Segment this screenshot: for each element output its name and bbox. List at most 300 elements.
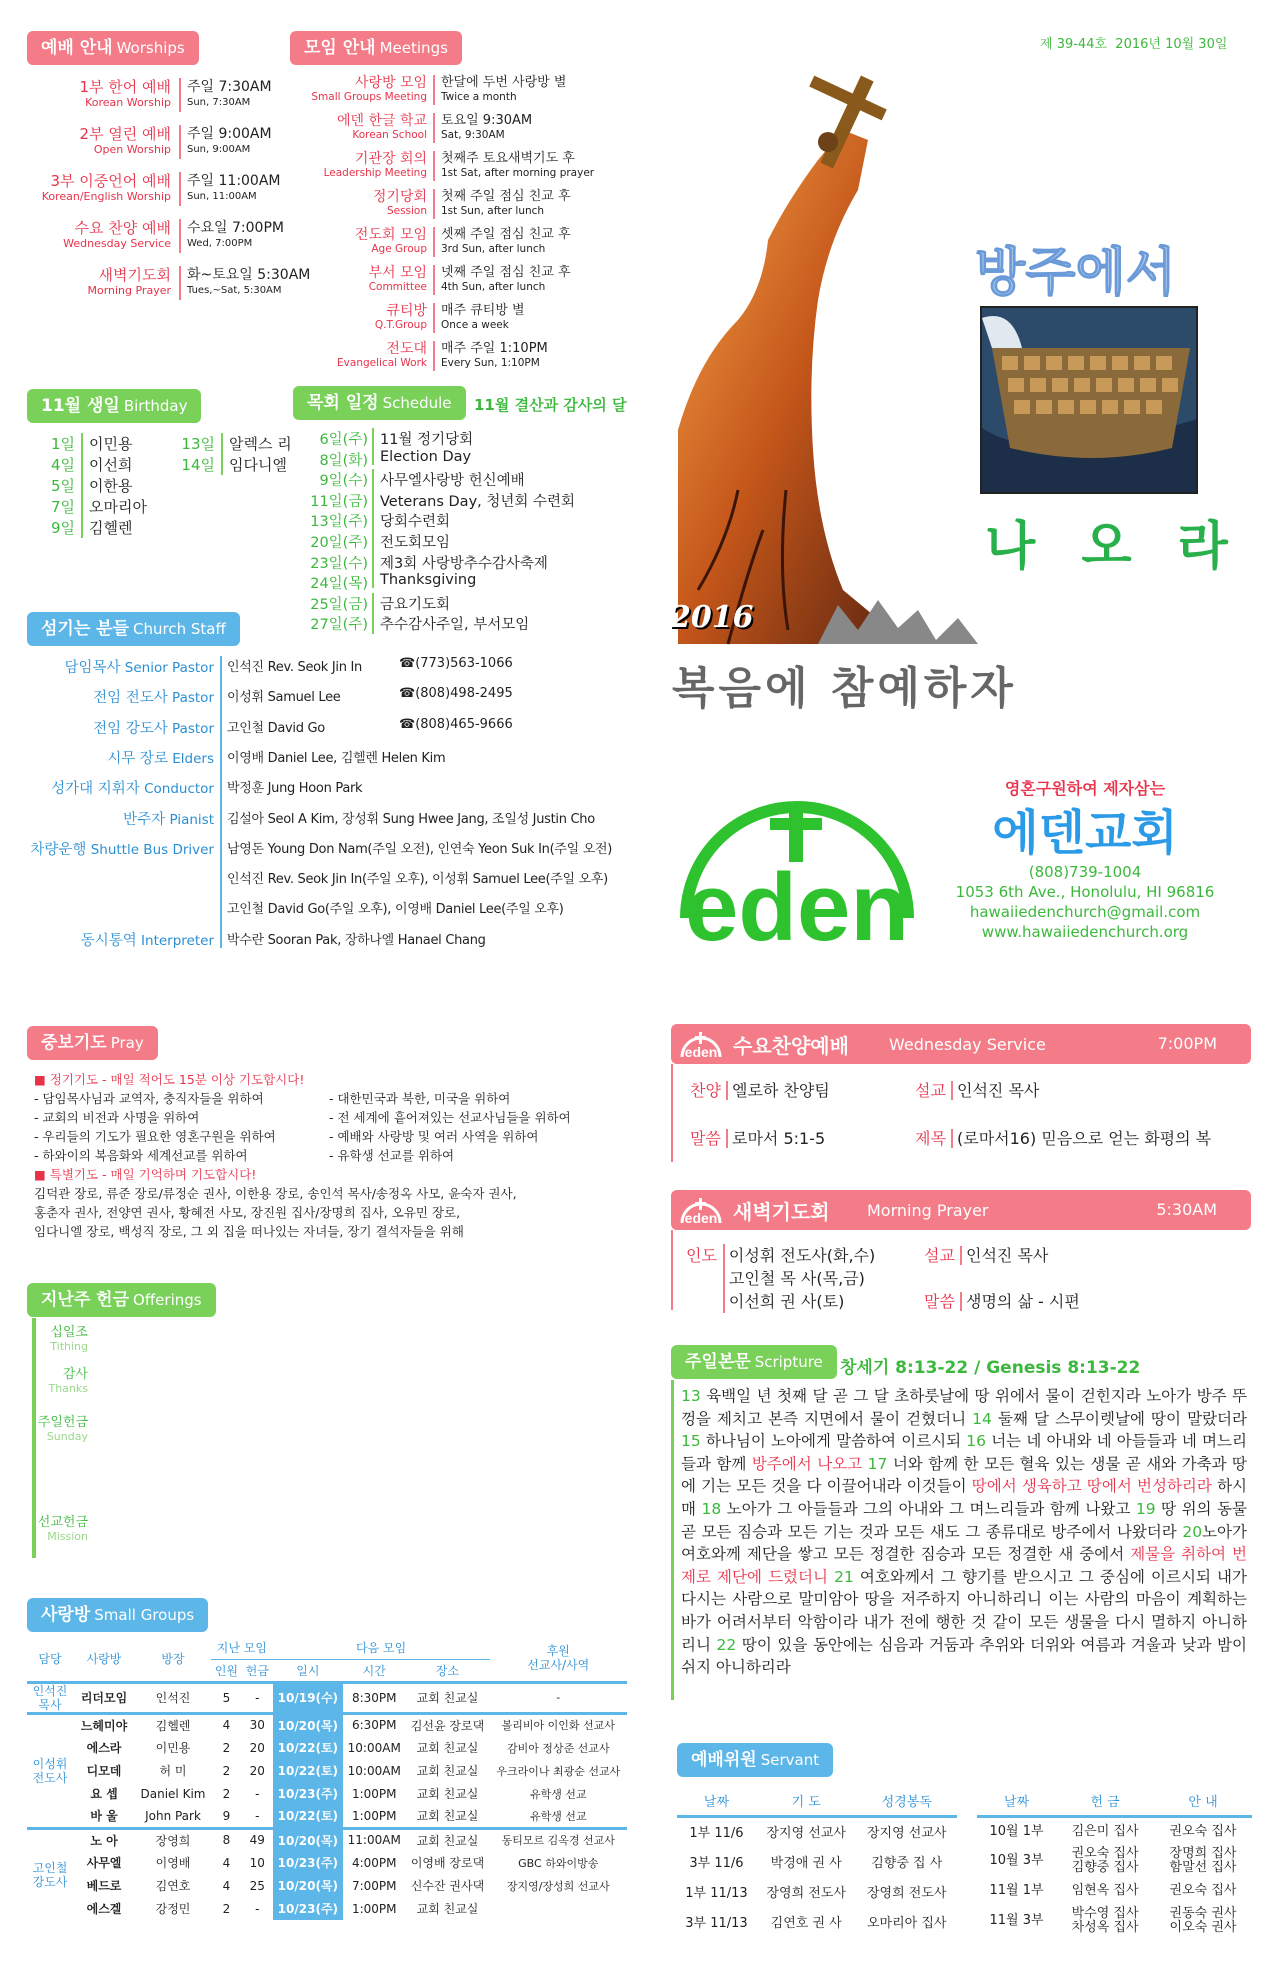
staff-role-en: Pastor (172, 720, 214, 737)
birthday-day: 14일 (181, 456, 215, 474)
sg-leader: 김연호 (155, 1879, 191, 1893)
sg-leader: John Park (145, 1808, 201, 1823)
pray-item: - 우리들의 기도가 필요한 영혼구원을 위하여 (34, 1129, 276, 1144)
eden-logo-text: eden (684, 854, 910, 950)
staff-name: 고인철 David Go (227, 720, 325, 736)
sg-mission: - (556, 1691, 561, 1704)
worship-name-en: Wednesday Service (63, 237, 171, 250)
verse-text: 너는 네 아내와 네 아들들과 네 며느리들과 함께 (681, 1432, 1247, 1473)
sg-time: 10:00AM (347, 1740, 401, 1755)
servant-left (677, 1786, 957, 1936)
sermon-label: 설교 (915, 1081, 946, 1100)
servant-cell: 장지영 선교사 (866, 1826, 947, 1842)
sg-mission: 감비아 정상준 선교사 (506, 1741, 610, 1755)
worship-name-ko: 새벽기도회 (98, 266, 171, 284)
staff-role-en: Pianist (169, 811, 214, 828)
small-groups-title-en: Small Groups (94, 1606, 195, 1624)
staff-list (27, 656, 667, 956)
table-row (677, 1846, 957, 1876)
offerings-title-en: Offerings (133, 1291, 202, 1309)
sg-date: 10/23(주) (273, 1851, 343, 1874)
m-word-label: 말씀 (924, 1292, 955, 1311)
staff-role-en: Interpreter (141, 932, 214, 949)
worship-name-en: Korean/English Worship (41, 190, 171, 203)
meeting-time-ko: 셋째 주일 점심 친교 후 (441, 227, 571, 242)
sg-dam: 인석진 목사 (32, 1683, 68, 1712)
worship-time-ko: 화~토요일 5:30AM (187, 267, 311, 283)
worship-name-ko: 2부 열린 예배 (79, 125, 171, 143)
servant-header-cell: 기 도 (756, 1786, 857, 1816)
eden-small-icon (679, 1195, 723, 1225)
servant-cell: 장영희 전도사 (766, 1885, 846, 1901)
staff-role (27, 777, 214, 798)
servant-cell: 김향중 집 사 (871, 1855, 943, 1871)
verse-highlight: 제물을 취하여 번제로 제단에 드렸더니 (681, 1545, 1247, 1586)
staff-role-ko: 시무 장로 (107, 750, 168, 767)
schedule-list (300, 428, 630, 638)
scripture-text (681, 1385, 1247, 1679)
staff-role (27, 808, 214, 829)
meetings-list (290, 75, 650, 375)
sg-time: 8:30PM (351, 1690, 397, 1705)
pray-special-line: 임다니엘 장로, 백성직 장로, 그 외 집을 떠나있는 자녀들, 장기 결석자들을 위해 (34, 1224, 464, 1239)
table-row (27, 1828, 627, 1851)
sg-place: 교회 친교실 (416, 1787, 479, 1801)
sg-header-cell: 인원 (211, 1659, 242, 1682)
sg-time: 1:00PM (351, 1808, 397, 1823)
servant-cell: 장영희 전도사 (866, 1885, 947, 1901)
servant-cell: 10월 1부 (989, 1823, 1044, 1839)
servant-header-cell: 안 내 (1154, 1786, 1252, 1816)
lead-item: 이선희 권 사(토) (728, 1292, 845, 1311)
sg-offer: 20 (249, 1740, 265, 1755)
worship-item-name (27, 219, 171, 250)
offering-ko: 주일헌금 (37, 1415, 88, 1430)
sg-leader: 김헬렌 (155, 1718, 191, 1733)
sg-offer: - (255, 1808, 260, 1823)
verse-text: 노아가 그 아들들과 그의 아내와 그 며느리들과 함께 나왔고 (721, 1499, 1136, 1518)
verse-text: 둘째 달 스무이렛날에 땅이 말랐더라 (991, 1409, 1247, 1428)
worship-item-name (27, 125, 171, 156)
sg-mission: 장지영/장성희 선교사 (506, 1879, 610, 1893)
meeting-name-ko: 정기당회 (372, 189, 427, 205)
worships-list (27, 78, 311, 308)
sg-header-cell: 다음 모임 (273, 1636, 490, 1659)
scripture-header (671, 1345, 837, 1379)
sg-mission: 볼리비아 이인화 선교사 (501, 1719, 615, 1733)
verse-number: 22 (716, 1635, 737, 1654)
cover-title-bottom: 나 오 라 (985, 517, 1242, 577)
staff-role-ko: 전임 강도사 (93, 720, 168, 737)
verse-number: 20 (1182, 1522, 1203, 1541)
staff-name: 인석진 Rev. Seok Jin In(주일 오후), 이성휘 Samuel Lee(주일 오후) (227, 872, 608, 888)
staff-rule (220, 656, 222, 948)
birthday-day: 1일 (50, 435, 75, 453)
servant-cell: 11월 1부 (989, 1883, 1044, 1898)
meeting-time-ko: 매주 주일 1:10PM (441, 341, 548, 356)
sg-attend: 5 (222, 1690, 231, 1705)
worship-time-en: Sun, 7:30AM (187, 97, 251, 108)
meeting-name-ko: 에덴 한글 학교 (336, 113, 427, 129)
meeting-name-en: Session (386, 205, 427, 217)
meetings-header (290, 31, 462, 65)
staff-role-en: Shuttle Bus Driver (90, 841, 214, 858)
sg-mission: 동티모르 김옥경 선교사 (501, 1834, 615, 1848)
birthday-name: 이선희 (81, 454, 132, 475)
verse-text: 노아가 여호와께 제단을 쌓고 모든 정결한 짐승과 모든 정결한 새 중에서 (681, 1522, 1247, 1564)
staff-name: 고인철 David Go(주일 오후), 이영배 Daniel Lee(주일 오후) (227, 902, 564, 918)
sg-header-cell: 담당 (27, 1636, 73, 1682)
meeting-name-ko: 부서 모임 (368, 265, 427, 281)
table-row (977, 1816, 1252, 1846)
table-row (677, 1816, 957, 1846)
offering-en: Mission (47, 1530, 88, 1543)
verse-number: 17 (867, 1454, 888, 1473)
verse-number: 15 (681, 1432, 701, 1451)
sg-time: 11:00AM (347, 1833, 401, 1848)
meeting-time-ko: 매주 큐티방 별 (441, 303, 525, 318)
meeting-name-ko: 기관장 회의 (354, 151, 427, 167)
meeting-item-time (433, 151, 594, 181)
morning-header (671, 1190, 1251, 1230)
morning-title-en: Morning Prayer (867, 1201, 989, 1220)
church-name: 에덴교회 (992, 805, 1178, 861)
birthday-day: 13일 (181, 435, 215, 453)
lead-item: 고인철 목 사(목,금) (728, 1269, 865, 1288)
sg-mission: 유학생 선교 (529, 1809, 587, 1823)
schedule-title: 목회 일정 (307, 393, 379, 413)
staff-phone: ☎(808)498-2495 (399, 686, 513, 702)
small-groups-title: 사랑방 (41, 1605, 91, 1625)
church-website[interactable]: www.hawaiiedenchurch.org (981, 923, 1189, 941)
small-groups-table-wrap (27, 1636, 627, 1920)
topic-label: 제목 (915, 1129, 946, 1148)
servant-header-cell: 헌 금 (1056, 1786, 1154, 1816)
verse-text: 하나님이 노아에게 말씀하여 이르시되 (700, 1432, 967, 1451)
offerings-list (20, 1325, 90, 1565)
staff-role-ko: 동시통역 (80, 932, 137, 949)
meeting-time-en: 1st Sun, after lunch (441, 205, 545, 217)
meeting-item-time (433, 265, 571, 295)
staff-role (27, 656, 214, 677)
meeting-time-en: Once a week (441, 319, 509, 331)
sg-attend: 2 (222, 1763, 231, 1778)
staff-name: 김설아 Seol A Kim, 장성휘 Sung Hwee Jang, 조일성 Justin Cho (227, 811, 595, 827)
pray-item: - 담임목사님과 교역자, 충직자들을 위하여 (34, 1091, 264, 1106)
birthday-day: 9일 (50, 519, 75, 537)
servant-right (977, 1786, 1252, 1936)
worship-time-ko: 주일 9:00AM (187, 126, 272, 142)
meeting-item-name (290, 227, 427, 255)
pray-title: 중보기도 (41, 1033, 107, 1053)
ark-painting (980, 306, 1198, 494)
sg-offer: 20 (249, 1763, 265, 1778)
staff-role-ko: 반주자 (123, 811, 166, 828)
table-row (27, 1713, 627, 1736)
birthday-name: 이민용 (81, 433, 132, 454)
worship-item-name (27, 266, 171, 297)
staff-header (27, 612, 240, 646)
worship-item-time (179, 219, 284, 253)
sg-offer: 25 (249, 1878, 265, 1893)
verse-number: 16 (966, 1432, 987, 1451)
pray-content (34, 1070, 654, 1241)
sg-date: 10/23(주) (273, 1782, 343, 1805)
sg-leader: 인석진 (155, 1691, 191, 1705)
meeting-item-name (290, 75, 427, 103)
sg-attend: 2 (222, 1901, 231, 1916)
morning-time: 5:30AM (1156, 1200, 1217, 1219)
schedule-event: Election Day (372, 449, 471, 465)
issue-date: 2016년 10월 30일 (1115, 37, 1228, 52)
schedule-event: 당회수련회 (372, 510, 450, 531)
sg-header-cell: 사랑방 (73, 1636, 135, 1682)
staff-title-en: Church Staff (133, 620, 226, 638)
sg-place: 교회 친교실 (416, 1764, 479, 1778)
worships-title: 예배 안내 (41, 38, 113, 58)
sg-header-cell: 방장 (135, 1636, 211, 1682)
sg-header-cell: 일시 (273, 1659, 343, 1682)
offerings-title: 지난주 헌금 (41, 1290, 130, 1310)
scripture-title-en: Scripture (754, 1353, 823, 1371)
servant-cell: 권동숙 권사 이오숙 권사 (1169, 1906, 1237, 1935)
scripture-rule (671, 1380, 674, 1700)
schedule-date: 27일(주) (310, 617, 368, 634)
eden-logo-icon (672, 790, 922, 950)
schedule-date: 25일(금) (310, 596, 368, 613)
meeting-name-en: Evangelical Work (337, 357, 427, 369)
sg-group: 에스라 (86, 1741, 122, 1755)
sg-attend: 9 (222, 1808, 231, 1823)
worship-time-ko: 주일 7:30AM (187, 79, 272, 95)
verse-text: 하시매 (681, 1477, 1248, 1518)
staff-role-en: Conductor (144, 781, 214, 798)
servant-cell: 권오숙 집사 김향중 집사 (1071, 1846, 1139, 1875)
sg-attend: 8 (222, 1833, 231, 1848)
staff-role (27, 929, 214, 950)
servant-header-cell: 날짜 (977, 1786, 1056, 1816)
sg-group: 에스겔 (86, 1902, 122, 1916)
meeting-item-time (433, 227, 571, 257)
sg-header-cell: 헌금 (242, 1659, 273, 1682)
table-row (27, 1851, 627, 1874)
sg-offer: 49 (249, 1833, 265, 1848)
meeting-time-en: Every Sun, 1:10PM (441, 357, 540, 369)
verse-number: 13 (681, 1387, 701, 1405)
meeting-item-time (433, 113, 532, 143)
birthday-name: 임다니엘 (221, 454, 287, 475)
birthday-name: 알렉스 리 (221, 433, 292, 454)
lead-list (723, 1244, 875, 1313)
offering-ko: 감사 (62, 1367, 88, 1382)
offering-en: Tithing (50, 1340, 88, 1353)
staff-role (27, 747, 214, 768)
offering-ko: 선교헌금 (37, 1515, 88, 1530)
sg-group: 노 아 (90, 1833, 118, 1848)
sg-time: 6:30PM (351, 1718, 397, 1733)
worship-item-time (179, 172, 281, 206)
sg-place: 김선윤 장로댁 (410, 1718, 485, 1733)
staff-role-en: Elders (172, 750, 214, 767)
staff-phone: ☎(773)563-1066 (399, 656, 513, 671)
schedule-event: Veterans Day, 청년회 수련회 (372, 490, 575, 511)
verse-highlight: 방주에서 나오고 (751, 1454, 863, 1473)
servant-header-cell: 날짜 (677, 1786, 756, 1816)
meeting-name-en: Leadership Meeting (323, 167, 427, 179)
worship-item-time (179, 78, 272, 112)
servant-title: 예배위원 (691, 1750, 757, 1770)
sg-time: 1:00PM (351, 1786, 397, 1801)
schedule-date: 23일(수) (310, 555, 368, 572)
pray-item: - 예배와 사랑방 및 여러 사역을 위하여 (329, 1129, 539, 1144)
table-row (977, 1906, 1252, 1936)
pray-special-heading: ■ 특별기도 - 매일 기억하며 기도합시다! (34, 1167, 257, 1182)
scripture-title: 주일본문 (685, 1352, 751, 1372)
verse-text: 땅 위의 동물 곧 모든 짐승과 모든 기는 것과 모든 새도 그 종류대로 방주에서 나왔더라 (681, 1499, 1247, 1541)
sg-attend: 2 (222, 1740, 231, 1755)
schedule-event: 금요기도회 (372, 593, 450, 614)
church-address: 1053 6th Ave., Honolulu, HI 96816 (955, 883, 1215, 901)
schedule-event: 제3회 사랑방추수감사축제 (372, 552, 548, 573)
church-contact (945, 862, 1225, 942)
word-label: 말씀 (690, 1129, 721, 1148)
small-groups-header (27, 1598, 208, 1632)
staff-role-en: Senior Pastor (124, 660, 214, 676)
servant-cell: 11월 3부 (989, 1913, 1044, 1928)
birthday-list (27, 433, 292, 543)
servant-cell: 1부 11/6 (689, 1826, 744, 1842)
sg-group: 느헤미야 (80, 1718, 128, 1733)
meeting-item-name (290, 113, 427, 141)
meetings-title-en: Meetings (379, 39, 448, 57)
offering-en: Thanks (48, 1382, 88, 1395)
meeting-time-ko: 토요일 9:30AM (441, 113, 533, 128)
meeting-time-ko: 첫째 주일 점심 친교 후 (441, 189, 571, 204)
staff-role-ko: 차량운행 (30, 841, 87, 858)
pray-item: - 대한민국과 북한, 미국을 위하여 (329, 1091, 511, 1106)
table-row (27, 1782, 627, 1805)
staff-name: 박정훈 Jung Hoon Park (227, 781, 363, 797)
meeting-name-ko: 전도회 모임 (354, 227, 427, 243)
servant-header (677, 1743, 833, 1777)
praise-value: 엘로하 찬양팀 (726, 1081, 830, 1100)
schedule-date: 20일(주) (310, 535, 368, 551)
offering-item (20, 1325, 88, 1353)
table-row (977, 1846, 1252, 1876)
sg-mission (490, 1897, 627, 1920)
meeting-item-time (433, 189, 571, 219)
meeting-time-en: Sat, 9:30AM (441, 129, 505, 141)
sg-mission: GBC 하와이방송 (518, 1856, 599, 1870)
lead-item: 이성휘 전도사(화,수) (728, 1246, 876, 1265)
meeting-item-name (290, 341, 427, 369)
schedule-subtitle: 11월 결산과 감사의 달 (474, 396, 627, 414)
sg-place: 교회 친교실 (416, 1833, 479, 1848)
meeting-name-en: Korean School (352, 129, 427, 141)
meeting-time-en: 4th Sun, after lunch (441, 281, 546, 293)
birthday-day: 7일 (50, 498, 75, 516)
worship-name-en: Korean Worship (85, 96, 171, 109)
pray-special-line: 홍춘자 권사, 전양연 권사, 황혜전 사모, 장진원 집사/장명희 집사, 오유민 장로, (34, 1205, 461, 1220)
m-sermon-label: 설교 (924, 1246, 955, 1265)
meeting-name-en: Q.T.Group (374, 319, 427, 331)
pray-item: - 유학생 선교를 위하여 (329, 1148, 455, 1163)
sg-header-row (27, 1636, 627, 1659)
schedule-event: 11월 정기당회 (372, 428, 473, 449)
verse-number: 19 (1135, 1499, 1156, 1518)
sg-header-cell: 지난 모임 (211, 1636, 273, 1659)
sg-date: 10/22(토) (273, 1759, 343, 1782)
servant-cell: 박수영 집사 차성옥 집사 (1071, 1906, 1139, 1935)
table-row (977, 1876, 1252, 1906)
church-email[interactable]: hawaiiedenchurch@gmail.com (969, 903, 1201, 921)
sg-group: 요 셉 (90, 1787, 118, 1801)
pray-item: - 하와이의 복음화와 세계선교를 위하여 (34, 1148, 248, 1163)
sg-group: 리더모임 (80, 1691, 128, 1705)
verse-text: 땅이 있을 동안에는 심음과 거둠과 추위와 더위와 여름과 겨울과 낮과 밤이 쉬지 아니하리라 (681, 1635, 1248, 1677)
sg-group: 베드로 (86, 1879, 122, 1893)
meeting-time-ko: 한달에 두번 사랑방 별 (441, 75, 567, 90)
sg-dam: 이성휘 전도사 (32, 1756, 68, 1785)
servant-title-en: Servant (760, 1751, 820, 1769)
servant-right-table (977, 1786, 1252, 1936)
birthday-day: 4일 (50, 456, 75, 474)
pray-regular-heading: ■ 정기기도 - 매일 적어도 15분 이상 기도합시다! (34, 1072, 305, 1087)
verse-number: 21 (834, 1567, 854, 1586)
sg-date: 10/22(토) (273, 1736, 343, 1759)
noah-ark-image (982, 308, 1198, 494)
issue-info (1040, 33, 1227, 52)
birthday-name: 오마리아 (81, 496, 147, 517)
schedule-event: Thanksgiving (372, 572, 476, 588)
staff-name: 이영배 Daniel Lee, 김헬렌 Helen Kim (227, 750, 446, 766)
meeting-time-en: 3rd Sun, after lunch (441, 243, 546, 255)
staff-name: 이성휘 Samuel Lee (227, 690, 341, 706)
staff-role (27, 838, 214, 859)
sg-group: 사무엘 (86, 1856, 122, 1870)
worship-time-en: Tues,~Sat, 5:30AM (187, 285, 282, 296)
sg-attend: 4 (222, 1718, 231, 1733)
sg-date: 10/19(수) (273, 1682, 343, 1713)
meeting-item-time (433, 303, 525, 333)
verse-number: 14 (972, 1409, 992, 1428)
sg-header-cell: 시간 (343, 1659, 406, 1682)
sg-attend: 4 (222, 1855, 231, 1870)
verse-text: 육백일 년 첫째 달 곧 그 달 초하룻날에 땅 위에서 물이 걷힌지라 노아가 방주 뚜껑을 제치고 본즉 지면에서 물이 걷혔더니 (681, 1387, 1247, 1428)
staff-role (27, 686, 214, 707)
sg-offer: 10 (249, 1855, 265, 1870)
morning-rule (671, 1230, 673, 1310)
sermon-value: 인석진 목사 (951, 1081, 1039, 1100)
staff-name: 인석진 Rev. Seok Jin In (227, 660, 362, 675)
schedule-event: 전도회모임 (372, 531, 450, 552)
meeting-name-ko: 사랑방 모임 (354, 75, 427, 91)
schedule-date: 9일(수) (319, 473, 368, 490)
eden-small-icon (679, 1029, 723, 1059)
cover-title-top: 방주에서 (975, 243, 1176, 303)
meeting-time-ko: 넷째 주일 점심 친교 후 (441, 265, 571, 280)
sg-place: 교회 친교실 (416, 1809, 479, 1824)
pray-regular-right (329, 1089, 571, 1165)
birthday-title-en: Birthday (123, 397, 188, 415)
meeting-time-ko: 첫째주 토요새벽기도 후 (441, 151, 575, 166)
sg-place: 신수잔 권사댁 (410, 1879, 485, 1893)
meeting-item-time (433, 341, 548, 371)
birthday-day: 5일 (50, 477, 75, 495)
staff-role-en: Pastor (172, 690, 214, 707)
svg-text:eden: eden (684, 1044, 718, 1059)
meeting-item-name (290, 151, 427, 179)
